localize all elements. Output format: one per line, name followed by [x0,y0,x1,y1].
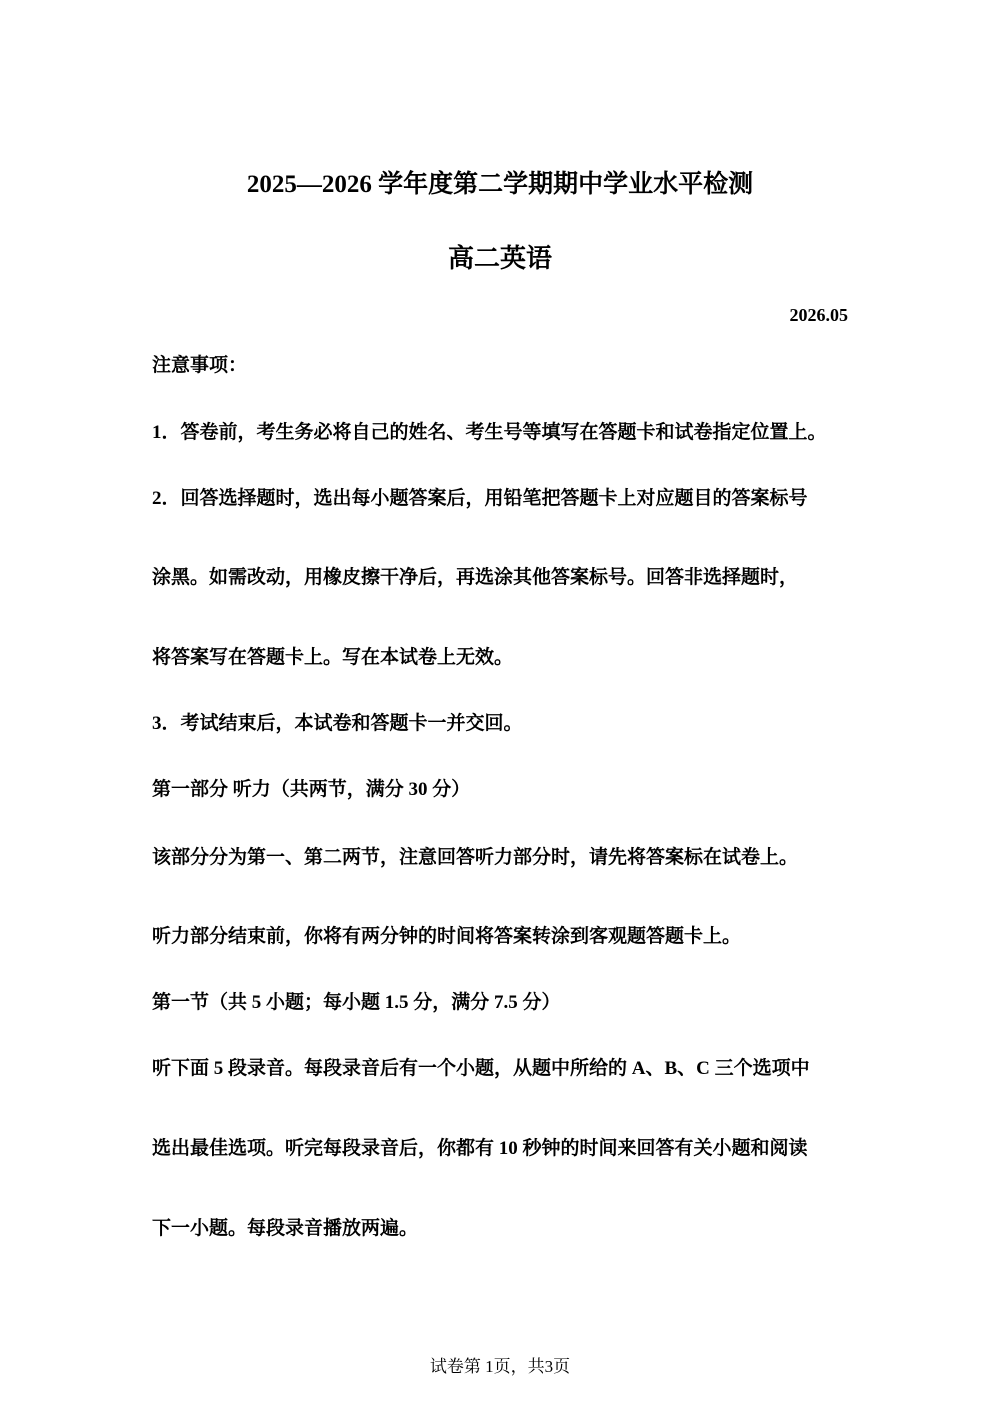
part1-intro-line-1: 该部分分为第一、第二两节，注意回答听力部分时，请先将答案标在试卷上。 [152,847,799,868]
subject-title: 高二英语 [447,244,552,273]
exam-title: 2025—2026 学年度第二学期期中学业水平检测 [246,171,754,198]
page-footer: 试卷第 1页，共3页 [429,1357,571,1376]
section1-instruction-line-3: 下一小题。每段录音播放两遍。 [152,1218,419,1239]
notice-item-3: 3．考试结束后，本试卷和答题卡一并交回。 [152,713,523,734]
section1-heading: 第一节（共 5 小题；每小题 1.5 分，满分 7.5 分） [152,992,561,1013]
part1-heading: 第一部分 听力（共两节，满分 30 分） [152,779,471,800]
notice-item-2-line-2: 涂黑。如需改动，用橡皮擦干净后，再选涂其他答案标号。回答非选择题时， [152,567,799,588]
notice-item-1: 1．答卷前，考生务必将自己的姓名、考生号等填写在答题卡和试卷指定位置上。 [152,422,827,443]
section1-instruction-line-2: 选出最佳选项。听完每段录音后，你都有 10 秒钟的时间来回答有关小题和阅读 [152,1138,808,1159]
exam-date: 2026.05 [789,305,848,325]
part1-intro-line-2: 听力部分结束前，你将有两分钟的时间将答案转涂到客观题答题卡上。 [152,926,742,947]
notice-item-2-line-1: 2．回答选择题时，选出每小题答案后，用铅笔把答题卡上对应题目的答案标号 [152,488,808,509]
section1-instruction-line-1: 听下面 5 段录音。每段录音后有一个小题，从题中所给的 A、B、C 三个选项中 [152,1058,810,1079]
notice-item-2-line-3: 将答案写在答题卡上。写在本试卷上无效。 [152,647,514,668]
notice-heading: 注意事项： [152,355,248,376]
